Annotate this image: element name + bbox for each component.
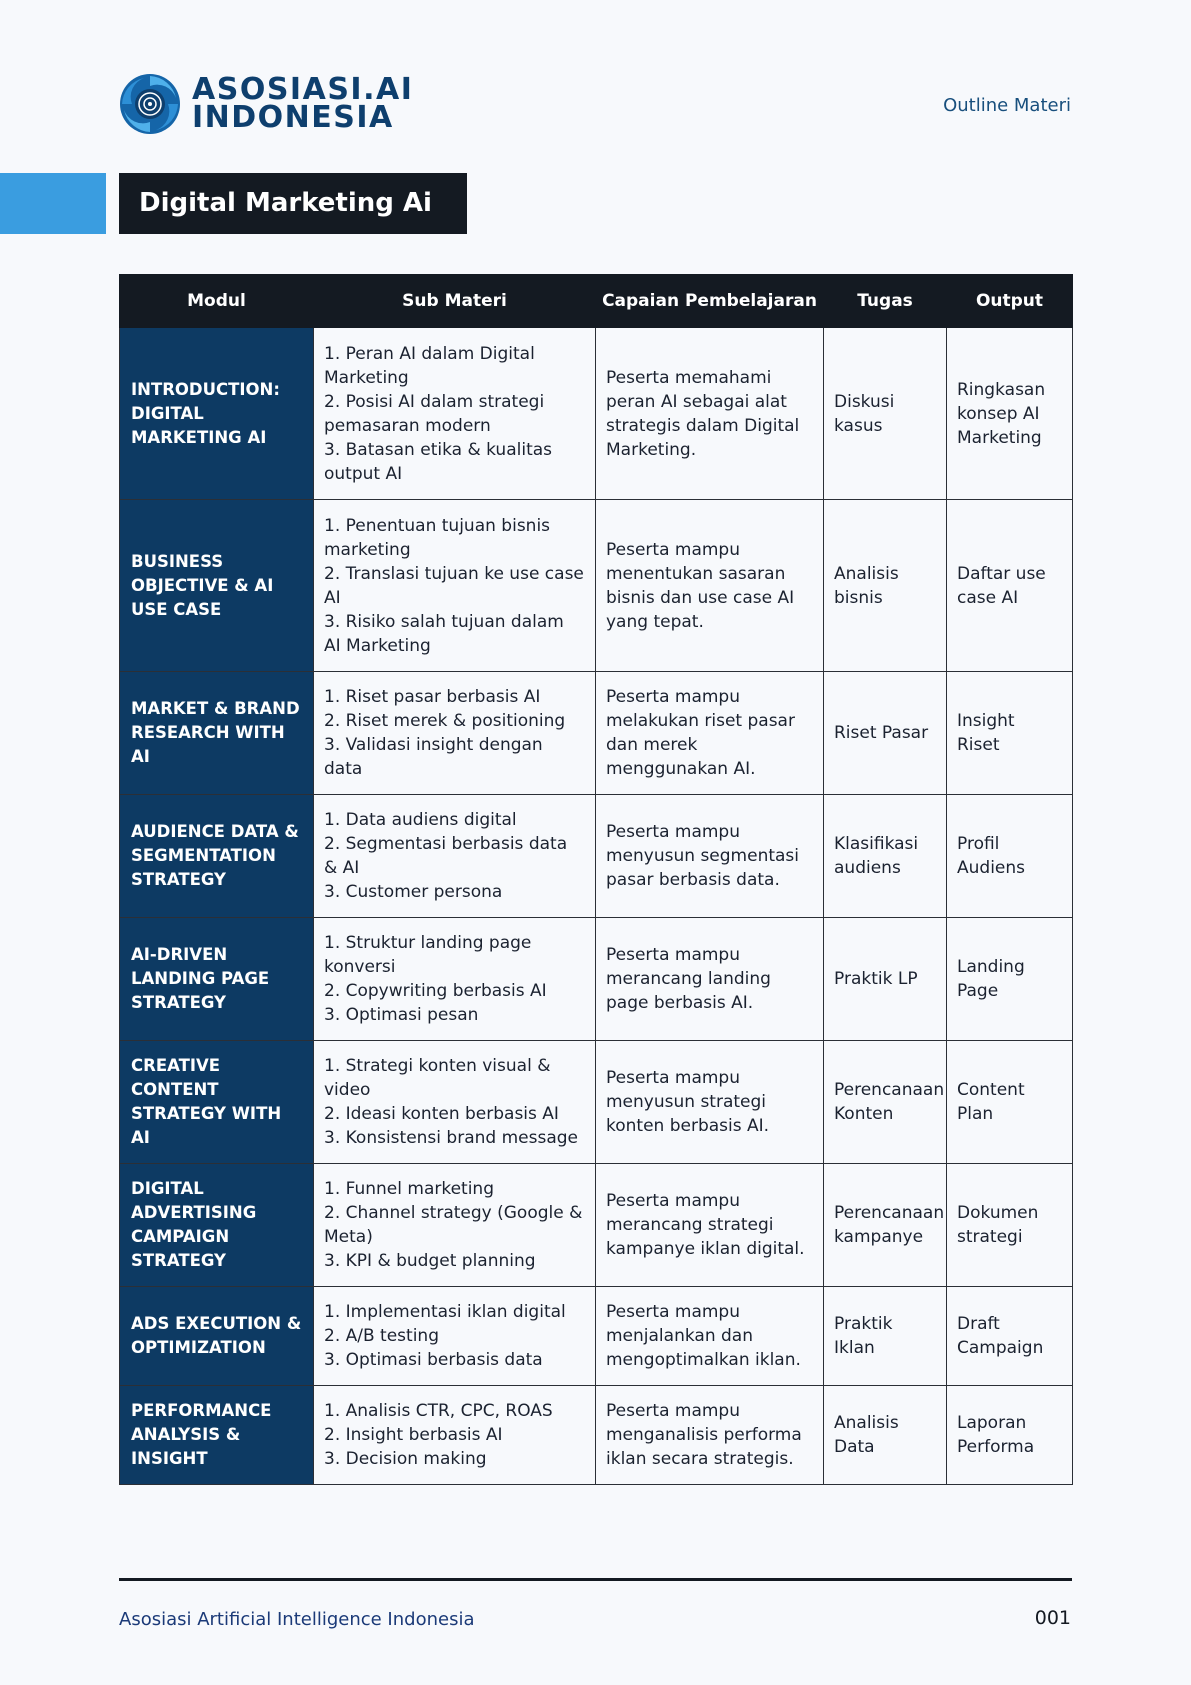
table-header-row — [120, 275, 1073, 328]
capaian-cell: Peserta mampu merancang landing page berbasis AI. — [596, 918, 824, 1041]
table-row — [120, 1287, 1073, 1386]
sub-materi-item: 3. Risiko salah tujuan dalam AI Marketing — [324, 611, 564, 656]
sub-materi-cell — [314, 672, 596, 795]
table-row — [120, 1386, 1073, 1485]
sub-materi-item: 2. Translasi tujuan ke use case AI — [324, 563, 584, 608]
sub-materi-item: 1. Data audiens digital — [324, 810, 517, 830]
sub-materi-item: 3. Batasan etika & kualitas output AI — [324, 439, 553, 484]
modul-cell: AI-DRIVEN LANDING PAGE STRATEGY — [120, 918, 314, 1041]
tugas-cell: Klasifikasi audiens — [824, 795, 947, 918]
sub-materi-item: 2. Channel strategy (Google & Meta) — [324, 1203, 583, 1247]
sub-materi-cell — [314, 918, 596, 1041]
table-row — [120, 328, 1073, 500]
tugas-cell: Praktik LP — [824, 918, 947, 1041]
table-row — [120, 795, 1073, 918]
sub-materi-cell — [314, 795, 596, 918]
table-row — [120, 1041, 1073, 1164]
sub-materi-item: 2. Posisi AI dalam strategi pemasaran modern — [324, 391, 545, 436]
table-row — [120, 1164, 1073, 1287]
sub-materi-item: 3. Optimasi pesan — [324, 1005, 479, 1025]
page-title: Digital Marketing Ai — [119, 173, 467, 234]
capaian-cell: Peserta mampu melakukan riset pasar dan merek menggunakan AI. — [596, 672, 824, 795]
footer-divider — [119, 1578, 1072, 1581]
output-cell: Ringkasan konsep AI Marketing — [947, 328, 1073, 500]
sub-materi-item: 1. Implementasi iklan digital — [324, 1302, 566, 1322]
sub-materi-item: 3. Customer persona — [324, 882, 503, 902]
brand-logo — [118, 72, 413, 136]
sub-materi-cell — [314, 1386, 596, 1485]
output-cell: Draft Campaign — [947, 1287, 1073, 1386]
sub-materi-item: 3. Optimasi berbasis data — [324, 1350, 543, 1370]
capaian-cell: Peserta mampu menganalisis performa iklan secara strategis. — [596, 1386, 824, 1485]
tugas-cell: Praktik Iklan — [824, 1287, 947, 1386]
modul-cell: MARKET & BRAND RESEARCH WITH AI — [120, 672, 314, 795]
capaian-cell: Peserta memahami peran AI sebagai alat strategis dalam Digital Marketing. — [596, 328, 824, 500]
modul-cell: AUDIENCE DATA & SEGMENTATION STRATEGY — [120, 795, 314, 918]
title-accent-bar — [0, 173, 106, 234]
modul-cell: BUSINESS OBJECTIVE & AI USE CASE — [120, 500, 314, 672]
sub-materi-cell — [314, 1041, 596, 1164]
output-cell: Laporan Performa — [947, 1386, 1073, 1485]
table-row — [120, 918, 1073, 1041]
sub-materi-item: 1. Struktur landing page konversi — [324, 933, 532, 977]
header-section-label: Outline Materi — [943, 95, 1071, 116]
page-number: 001 — [1034, 1607, 1071, 1629]
sub-materi-cell — [314, 1164, 596, 1287]
sub-materi-item: 1. Peran AI dalam Digital Marketing — [324, 343, 535, 388]
sub-materi-item: 3. Decision making — [324, 1449, 487, 1469]
sub-materi-item: 2. Segmentasi berbasis data & AI — [324, 834, 568, 878]
column-header-capaian: Capaian Pembelajaran — [596, 275, 824, 328]
sub-materi-item: 2. Riset merek & positioning — [324, 711, 566, 731]
brand-line-1: ASOSIASI.AI — [192, 72, 414, 107]
column-header-sub-materi: Sub Materi — [314, 275, 596, 328]
tugas-cell: Analisis bisnis — [824, 500, 947, 672]
sub-materi-item: 3. Konsistensi brand message — [324, 1128, 578, 1148]
modul-cell: DIGITAL ADVERTISING CAMPAIGN STRATEGY — [120, 1164, 314, 1287]
modul-cell: INTRODUCTION: DIGITAL MARKETING AI — [120, 328, 314, 500]
capaian-cell: Peserta mampu menyusun segmentasi pasar berbasis data. — [596, 795, 824, 918]
column-header-tugas: Tugas — [824, 275, 947, 328]
outline-table — [119, 274, 1073, 1485]
capaian-cell: Peserta mampu merancang strategi kampanye iklan digital. — [596, 1164, 824, 1287]
output-cell: Dokumen strategi — [947, 1164, 1073, 1287]
tugas-cell: Perencanaan Konten — [824, 1041, 947, 1164]
sub-materi-item: 1. Strategi konten visual & video — [324, 1056, 551, 1100]
sub-materi-cell — [314, 500, 596, 672]
sub-materi-item: 1. Riset pasar berbasis AI — [324, 687, 541, 707]
output-cell: Insight Riset — [947, 672, 1073, 795]
sub-materi-item: 3. Validasi insight dengan data — [324, 735, 543, 779]
modul-cell: PERFORMANCE ANALYSIS & INSIGHT — [120, 1386, 314, 1485]
table-row — [120, 672, 1073, 795]
brand-line-2: INDONESIA — [192, 100, 394, 135]
sub-materi-item: 1. Funnel marketing — [324, 1179, 494, 1199]
table-body — [120, 328, 1073, 1485]
sub-materi-cell — [314, 328, 596, 500]
tugas-cell: Analisis Data — [824, 1386, 947, 1485]
capaian-cell: Peserta mampu menentukan sasaran bisnis dan use case AI yang tepat. — [596, 500, 824, 672]
output-cell: Profil Audiens — [947, 795, 1073, 918]
modul-cell: CREATIVE CONTENT STRATEGY WITH AI — [120, 1041, 314, 1164]
tugas-cell: Diskusi kasus — [824, 328, 947, 500]
sub-materi-item: 2. A/B testing — [324, 1326, 439, 1346]
sub-materi-item: 1. Analisis CTR, CPC, ROAS — [324, 1401, 553, 1421]
modul-cell: ADS EXECUTION & OPTIMIZATION — [120, 1287, 314, 1386]
brand-wordmark — [192, 72, 414, 135]
output-cell: Landing Page — [947, 918, 1073, 1041]
column-header-modul: Modul — [120, 275, 314, 328]
table-row — [120, 500, 1073, 672]
sub-materi-item: 2. Insight berbasis AI — [324, 1425, 503, 1445]
sub-materi-item: 1. Penentuan tujuan bisnis marketing — [324, 515, 551, 560]
footer-organization: Asosiasi Artificial Intelligence Indonesia — [119, 1609, 475, 1630]
output-cell: Daftar use case AI — [947, 500, 1073, 672]
tugas-cell: Riset Pasar — [824, 672, 947, 795]
sub-materi-item: 3. KPI & budget planning — [324, 1251, 536, 1271]
tugas-cell: Perencanaan kampanye — [824, 1164, 947, 1287]
logo-swirl-icon — [118, 72, 182, 136]
sub-materi-cell — [314, 1287, 596, 1386]
sub-materi-item: 2. Ideasi konten berbasis AI — [324, 1104, 559, 1124]
capaian-cell: Peserta mampu menyusun strategi konten berbasis AI. — [596, 1041, 824, 1164]
sub-materi-item: 2. Copywriting berbasis AI — [324, 981, 547, 1001]
output-cell: Content Plan — [947, 1041, 1073, 1164]
column-header-output: Output — [947, 275, 1073, 328]
capaian-cell: Peserta mampu menjalankan dan mengoptimalkan iklan. — [596, 1287, 824, 1386]
